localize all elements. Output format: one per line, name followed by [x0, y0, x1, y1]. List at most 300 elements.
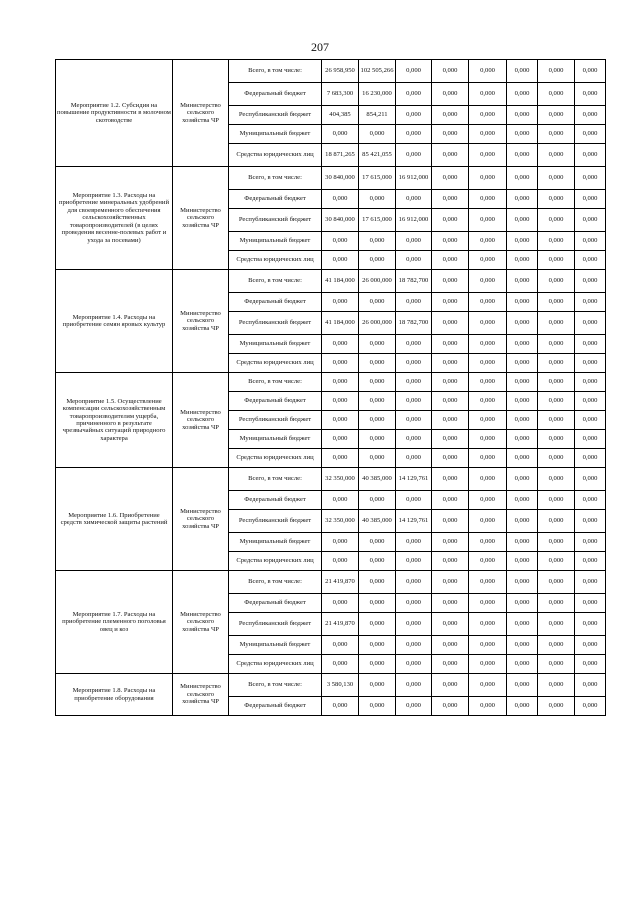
page-number: 207 [311, 40, 329, 54]
budget-table [55, 59, 606, 716]
funding-source: Всего, в том числе: [229, 674, 322, 697]
funding-source: Республиканский бюджет [229, 106, 322, 125]
amount-cell: 0,000 [538, 232, 575, 251]
amount-cell: 0,000 [507, 571, 538, 594]
amount-cell: 0,000 [469, 335, 507, 354]
amount-cell: 0,000 [432, 144, 469, 167]
funding-source: Республиканский бюджет [229, 209, 322, 232]
amount-cell: 0,000 [396, 636, 432, 655]
amount-cell: 0,000 [507, 697, 538, 716]
amount-cell: 0,000 [575, 674, 606, 697]
amount-cell: 0,000 [396, 106, 432, 125]
amount-cell: 0,000 [507, 144, 538, 167]
amount-cell: 0,000 [575, 354, 606, 373]
amount-cell: 0,000 [538, 293, 575, 312]
amount-cell: 0,000 [538, 533, 575, 552]
amount-cell: 16 230,000 [359, 83, 396, 106]
amount-cell: 0,000 [507, 335, 538, 354]
amount-cell: 0,000 [432, 674, 469, 697]
amount-cell: 0,000 [359, 354, 396, 373]
amount-cell: 0,000 [538, 373, 575, 392]
amount-cell: 30 840,000 [322, 167, 359, 190]
amount-cell: 0,000 [396, 449, 432, 468]
table-row [56, 373, 606, 392]
amount-cell: 0,000 [469, 594, 507, 613]
amount-cell: 0,000 [575, 144, 606, 167]
amount-cell: 0,000 [469, 373, 507, 392]
amount-cell: 0,000 [538, 106, 575, 125]
amount-cell: 0,000 [432, 491, 469, 510]
amount-cell: 0,000 [538, 571, 575, 594]
amount-cell: 0,000 [575, 293, 606, 312]
amount-cell: 0,000 [432, 613, 469, 636]
amount-cell: 0,000 [507, 125, 538, 144]
amount-cell: 3 580,130 [322, 674, 359, 697]
amount-cell: 0,000 [507, 655, 538, 674]
amount-cell: 854,211 [359, 106, 396, 125]
amount-cell: 0,000 [396, 697, 432, 716]
executor-name: Министерство сельского хозяйства ЧР [173, 270, 229, 373]
amount-cell: 0,000 [538, 144, 575, 167]
funding-source: Федеральный бюджет [229, 83, 322, 106]
amount-cell: 0,000 [396, 430, 432, 449]
amount-cell: 0,000 [432, 430, 469, 449]
amount-cell: 18 782,700 [396, 312, 432, 335]
amount-cell: 0,000 [396, 354, 432, 373]
amount-cell: 0,000 [359, 533, 396, 552]
amount-cell: 0,000 [469, 491, 507, 510]
funding-source: Федеральный бюджет [229, 491, 322, 510]
amount-cell: 0,000 [322, 411, 359, 430]
amount-cell: 0,000 [396, 125, 432, 144]
amount-cell: 0,000 [469, 125, 507, 144]
executor-name: Министерство сельского хозяйства ЧР [173, 167, 229, 270]
amount-cell: 0,000 [469, 411, 507, 430]
amount-cell: 0,000 [432, 293, 469, 312]
amount-cell: 0,000 [575, 251, 606, 270]
amount-cell: 0,000 [432, 468, 469, 491]
amount-cell: 0,000 [507, 674, 538, 697]
amount-cell: 0,000 [538, 430, 575, 449]
amount-cell: 0,000 [432, 251, 469, 270]
amount-cell: 0,000 [396, 571, 432, 594]
amount-cell: 0,000 [575, 449, 606, 468]
funding-source: Муниципальный бюджет [229, 125, 322, 144]
amount-cell: 26 958,950 [322, 60, 359, 83]
measure-name: Мероприятие 1.4. Расходы на приобретение семян яровых культур [56, 270, 173, 373]
funding-source: Федеральный бюджет [229, 697, 322, 716]
amount-cell: 0,000 [507, 552, 538, 571]
amount-cell: 0,000 [575, 697, 606, 716]
amount-cell: 0,000 [432, 83, 469, 106]
amount-cell: 0,000 [507, 270, 538, 293]
amount-cell: 0,000 [432, 533, 469, 552]
amount-cell: 0,000 [322, 335, 359, 354]
amount-cell: 0,000 [538, 125, 575, 144]
amount-cell: 0,000 [575, 232, 606, 251]
amount-cell: 0,000 [469, 697, 507, 716]
amount-cell: 0,000 [575, 468, 606, 491]
amount-cell: 0,000 [322, 232, 359, 251]
amount-cell: 17 615,000 [359, 209, 396, 232]
amount-cell: 14 129,761 [396, 510, 432, 533]
amount-cell: 0,000 [359, 430, 396, 449]
amount-cell: 0,000 [322, 392, 359, 411]
amount-cell: 0,000 [507, 83, 538, 106]
amount-cell: 32 350,000 [322, 468, 359, 491]
executor-name: Министерство сельского хозяйства ЧР [173, 468, 229, 571]
table-row [56, 468, 606, 491]
amount-cell: 0,000 [538, 510, 575, 533]
amount-cell: 41 184,000 [322, 270, 359, 293]
amount-cell: 85 421,055 [359, 144, 396, 167]
amount-cell: 0,000 [322, 533, 359, 552]
amount-cell: 0,000 [432, 392, 469, 411]
amount-cell: 0,000 [432, 449, 469, 468]
amount-cell: 0,000 [575, 613, 606, 636]
amount-cell: 0,000 [507, 533, 538, 552]
amount-cell: 0,000 [359, 636, 396, 655]
amount-cell: 26 000,000 [359, 312, 396, 335]
amount-cell: 0,000 [432, 552, 469, 571]
amount-cell: 0,000 [396, 60, 432, 83]
amount-cell: 0,000 [432, 636, 469, 655]
funding-source: Федеральный бюджет [229, 594, 322, 613]
amount-cell: 0,000 [507, 594, 538, 613]
measure-name: Мероприятие 1.7. Расходы на приобретение племенного поголовья овец и коз [56, 571, 173, 674]
amount-cell: 0,000 [538, 312, 575, 335]
amount-cell: 0,000 [469, 354, 507, 373]
amount-cell: 0,000 [575, 636, 606, 655]
amount-cell: 0,000 [432, 354, 469, 373]
amount-cell: 0,000 [538, 190, 575, 209]
amount-cell: 26 000,000 [359, 270, 396, 293]
amount-cell: 18 871,265 [322, 144, 359, 167]
funding-source: Федеральный бюджет [229, 293, 322, 312]
amount-cell: 0,000 [469, 655, 507, 674]
amount-cell: 0,000 [432, 697, 469, 716]
amount-cell: 0,000 [322, 293, 359, 312]
amount-cell: 0,000 [432, 167, 469, 190]
amount-cell: 0,000 [538, 468, 575, 491]
amount-cell: 0,000 [575, 594, 606, 613]
amount-cell: 0,000 [538, 594, 575, 613]
funding-source: Республиканский бюджет [229, 510, 322, 533]
amount-cell: 0,000 [575, 270, 606, 293]
amount-cell: 0,000 [469, 106, 507, 125]
measure-name: Мероприятие 1.2. Субсидия на повышение продуктивности в молочном скотоводстве [56, 60, 173, 167]
amount-cell: 0,000 [575, 167, 606, 190]
amount-cell: 17 615,000 [359, 167, 396, 190]
amount-cell: 0,000 [538, 83, 575, 106]
amount-cell: 0,000 [575, 510, 606, 533]
amount-cell: 0,000 [396, 83, 432, 106]
amount-cell: 16 912,000 [396, 209, 432, 232]
amount-cell: 0,000 [469, 209, 507, 232]
amount-cell: 0,000 [538, 655, 575, 674]
amount-cell: 0,000 [396, 594, 432, 613]
amount-cell: 0,000 [396, 655, 432, 674]
amount-cell: 0,000 [396, 491, 432, 510]
amount-cell: 0,000 [575, 411, 606, 430]
amount-cell: 41 184,000 [322, 312, 359, 335]
amount-cell: 0,000 [538, 60, 575, 83]
amount-cell: 0,000 [322, 190, 359, 209]
amount-cell: 0,000 [432, 510, 469, 533]
amount-cell: 0,000 [538, 449, 575, 468]
amount-cell: 0,000 [432, 312, 469, 335]
amount-cell: 0,000 [359, 571, 396, 594]
funding-source: Средства юридических лиц [229, 144, 322, 167]
executor-name: Министерство сельского хозяйства ЧР [173, 571, 229, 674]
amount-cell: 0,000 [396, 190, 432, 209]
amount-cell: 0,000 [507, 312, 538, 335]
amount-cell: 32 350,000 [322, 510, 359, 533]
amount-cell: 0,000 [359, 190, 396, 209]
amount-cell: 0,000 [469, 533, 507, 552]
amount-cell: 0,000 [432, 209, 469, 232]
amount-cell: 0,000 [538, 552, 575, 571]
amount-cell: 0,000 [432, 373, 469, 392]
funding-source: Всего, в том числе: [229, 571, 322, 594]
amount-cell: 0,000 [396, 373, 432, 392]
amount-cell: 21 419,870 [322, 613, 359, 636]
amount-cell: 0,000 [322, 491, 359, 510]
funding-source: Средства юридических лиц [229, 552, 322, 571]
amount-cell: 0,000 [538, 335, 575, 354]
measure-name: Мероприятие 1.3. Расходы на приобретение минеральных удобрений для своевременного обеспечения сельскохозяйственных товаропроизводителей (в целях проведения весенне-полевых работ и ухода за посевами) [56, 167, 173, 270]
table-row [56, 60, 606, 83]
amount-cell: 0,000 [469, 270, 507, 293]
amount-cell: 0,000 [538, 209, 575, 232]
amount-cell: 0,000 [396, 552, 432, 571]
measure-name: Мероприятие 1.6. Приобретение средств химической защиты растений [56, 468, 173, 571]
amount-cell: 0,000 [432, 335, 469, 354]
amount-cell: 102 505,266 [359, 60, 396, 83]
amount-cell: 0,000 [469, 232, 507, 251]
amount-cell: 0,000 [575, 533, 606, 552]
table-row [56, 674, 606, 697]
amount-cell: 0,000 [396, 144, 432, 167]
funding-source: Муниципальный бюджет [229, 636, 322, 655]
funding-source: Всего, в том числе: [229, 468, 322, 491]
amount-cell: 0,000 [396, 674, 432, 697]
amount-cell: 0,000 [469, 571, 507, 594]
amount-cell: 0,000 [575, 392, 606, 411]
amount-cell: 0,000 [396, 293, 432, 312]
amount-cell: 30 840,000 [322, 209, 359, 232]
amount-cell: 0,000 [469, 674, 507, 697]
amount-cell: 0,000 [575, 655, 606, 674]
amount-cell: 0,000 [469, 190, 507, 209]
table-row [56, 571, 606, 594]
amount-cell: 0,000 [469, 636, 507, 655]
amount-cell: 0,000 [322, 251, 359, 270]
amount-cell: 0,000 [507, 449, 538, 468]
amount-cell: 0,000 [538, 392, 575, 411]
amount-cell: 0,000 [322, 655, 359, 674]
funding-source: Муниципальный бюджет [229, 232, 322, 251]
amount-cell: 0,000 [575, 83, 606, 106]
funding-source: Средства юридических лиц [229, 655, 322, 674]
amount-cell: 0,000 [538, 251, 575, 270]
amount-cell: 0,000 [507, 468, 538, 491]
amount-cell: 0,000 [507, 373, 538, 392]
amount-cell: 0,000 [538, 491, 575, 510]
amount-cell: 0,000 [359, 594, 396, 613]
amount-cell: 0,000 [507, 251, 538, 270]
amount-cell: 0,000 [359, 449, 396, 468]
measure-name: Мероприятие 1.5. Осуществление компенсации сельскохозяйственным товаропроизводителям ущерба, причиненного в результате чрезвычайных ситуаций природного характера [56, 373, 173, 468]
amount-cell: 0,000 [396, 232, 432, 251]
amount-cell: 0,000 [432, 594, 469, 613]
amount-cell: 0,000 [469, 60, 507, 83]
amount-cell: 0,000 [507, 190, 538, 209]
amount-cell: 0,000 [359, 552, 396, 571]
amount-cell: 404,385 [322, 106, 359, 125]
amount-cell: 0,000 [432, 60, 469, 83]
amount-cell: 0,000 [322, 636, 359, 655]
amount-cell: 0,000 [507, 636, 538, 655]
amount-cell: 0,000 [575, 106, 606, 125]
amount-cell: 0,000 [359, 232, 396, 251]
amount-cell: 0,000 [469, 83, 507, 106]
amount-cell: 0,000 [396, 533, 432, 552]
amount-cell: 0,000 [359, 251, 396, 270]
amount-cell: 0,000 [359, 674, 396, 697]
amount-cell: 0,000 [538, 354, 575, 373]
amount-cell: 0,000 [507, 510, 538, 533]
amount-cell: 0,000 [322, 373, 359, 392]
amount-cell: 0,000 [432, 190, 469, 209]
amount-cell: 0,000 [507, 209, 538, 232]
amount-cell: 0,000 [507, 491, 538, 510]
amount-cell: 0,000 [469, 144, 507, 167]
funding-source: Республиканский бюджет [229, 613, 322, 636]
funding-source: Всего, в том числе: [229, 270, 322, 293]
amount-cell: 0,000 [469, 613, 507, 636]
amount-cell: 0,000 [469, 510, 507, 533]
amount-cell: 0,000 [575, 125, 606, 144]
amount-cell: 21 419,870 [322, 571, 359, 594]
amount-cell: 0,000 [432, 270, 469, 293]
amount-cell: 0,000 [359, 373, 396, 392]
amount-cell: 0,000 [322, 430, 359, 449]
measure-name: Мероприятие 1.8. Расходы на приобретение оборудования [56, 674, 173, 716]
amount-cell: 0,000 [538, 613, 575, 636]
amount-cell: 0,000 [507, 106, 538, 125]
amount-cell: 0,000 [396, 613, 432, 636]
amount-cell: 0,000 [469, 293, 507, 312]
amount-cell: 0,000 [359, 613, 396, 636]
amount-cell: 0,000 [469, 449, 507, 468]
amount-cell: 0,000 [359, 411, 396, 430]
funding-source: Республиканский бюджет [229, 411, 322, 430]
amount-cell: 0,000 [322, 449, 359, 468]
amount-cell: 0,000 [469, 468, 507, 491]
amount-cell: 0,000 [432, 106, 469, 125]
amount-cell: 0,000 [359, 125, 396, 144]
funding-source: Муниципальный бюджет [229, 335, 322, 354]
amount-cell: 0,000 [507, 354, 538, 373]
executor-name: Министерство сельского хозяйства ЧР [173, 60, 229, 167]
amount-cell: 0,000 [469, 552, 507, 571]
amount-cell: 0,000 [507, 392, 538, 411]
funding-source: Республиканский бюджет [229, 312, 322, 335]
funding-source: Всего, в том числе: [229, 167, 322, 190]
amount-cell: 0,000 [507, 60, 538, 83]
amount-cell: 0,000 [359, 655, 396, 674]
amount-cell: 0,000 [538, 167, 575, 190]
funding-source: Всего, в том числе: [229, 60, 322, 83]
amount-cell: 0,000 [432, 411, 469, 430]
executor-name: Министерство сельского хозяйства ЧР [173, 373, 229, 468]
amount-cell: 0,000 [575, 190, 606, 209]
amount-cell: 0,000 [575, 491, 606, 510]
funding-source: Федеральный бюджет [229, 190, 322, 209]
amount-cell: 0,000 [322, 552, 359, 571]
amount-cell: 0,000 [575, 209, 606, 232]
amount-cell: 0,000 [469, 167, 507, 190]
amount-cell: 0,000 [538, 270, 575, 293]
amount-cell: 0,000 [359, 335, 396, 354]
amount-cell: 0,000 [507, 613, 538, 636]
amount-cell: 0,000 [469, 251, 507, 270]
amount-cell: 0,000 [538, 674, 575, 697]
amount-cell: 0,000 [322, 594, 359, 613]
funding-source: Средства юридических лиц [229, 354, 322, 373]
amount-cell: 0,000 [359, 697, 396, 716]
amount-cell: 14 129,761 [396, 468, 432, 491]
amount-cell: 0,000 [538, 697, 575, 716]
amount-cell: 0,000 [575, 373, 606, 392]
amount-cell: 16 912,000 [396, 167, 432, 190]
amount-cell: 0,000 [507, 167, 538, 190]
amount-cell: 0,000 [507, 293, 538, 312]
amount-cell: 0,000 [538, 411, 575, 430]
amount-cell: 0,000 [396, 411, 432, 430]
table-row [56, 167, 606, 190]
amount-cell: 0,000 [432, 232, 469, 251]
amount-cell: 0,000 [469, 312, 507, 335]
amount-cell: 0,000 [322, 125, 359, 144]
funding-source: Муниципальный бюджет [229, 430, 322, 449]
amount-cell: 0,000 [396, 392, 432, 411]
amount-cell: 0,000 [538, 636, 575, 655]
amount-cell: 0,000 [575, 60, 606, 83]
amount-cell: 40 385,000 [359, 510, 396, 533]
amount-cell: 0,000 [575, 430, 606, 449]
amount-cell: 0,000 [359, 293, 396, 312]
amount-cell: 0,000 [396, 251, 432, 270]
amount-cell: 0,000 [432, 571, 469, 594]
funding-source: Всего, в том числе: [229, 373, 322, 392]
amount-cell: 18 782,700 [396, 270, 432, 293]
funding-source: Муниципальный бюджет [229, 533, 322, 552]
amount-cell: 0,000 [575, 335, 606, 354]
funding-source: Средства юридических лиц [229, 251, 322, 270]
funding-source: Федеральный бюджет [229, 392, 322, 411]
amount-cell: 0,000 [322, 354, 359, 373]
amount-cell: 0,000 [359, 392, 396, 411]
amount-cell: 0,000 [469, 430, 507, 449]
amount-cell: 0,000 [469, 392, 507, 411]
table-row [56, 270, 606, 293]
amount-cell: 0,000 [396, 335, 432, 354]
amount-cell: 0,000 [432, 125, 469, 144]
amount-cell: 0,000 [322, 697, 359, 716]
amount-cell: 40 385,000 [359, 468, 396, 491]
